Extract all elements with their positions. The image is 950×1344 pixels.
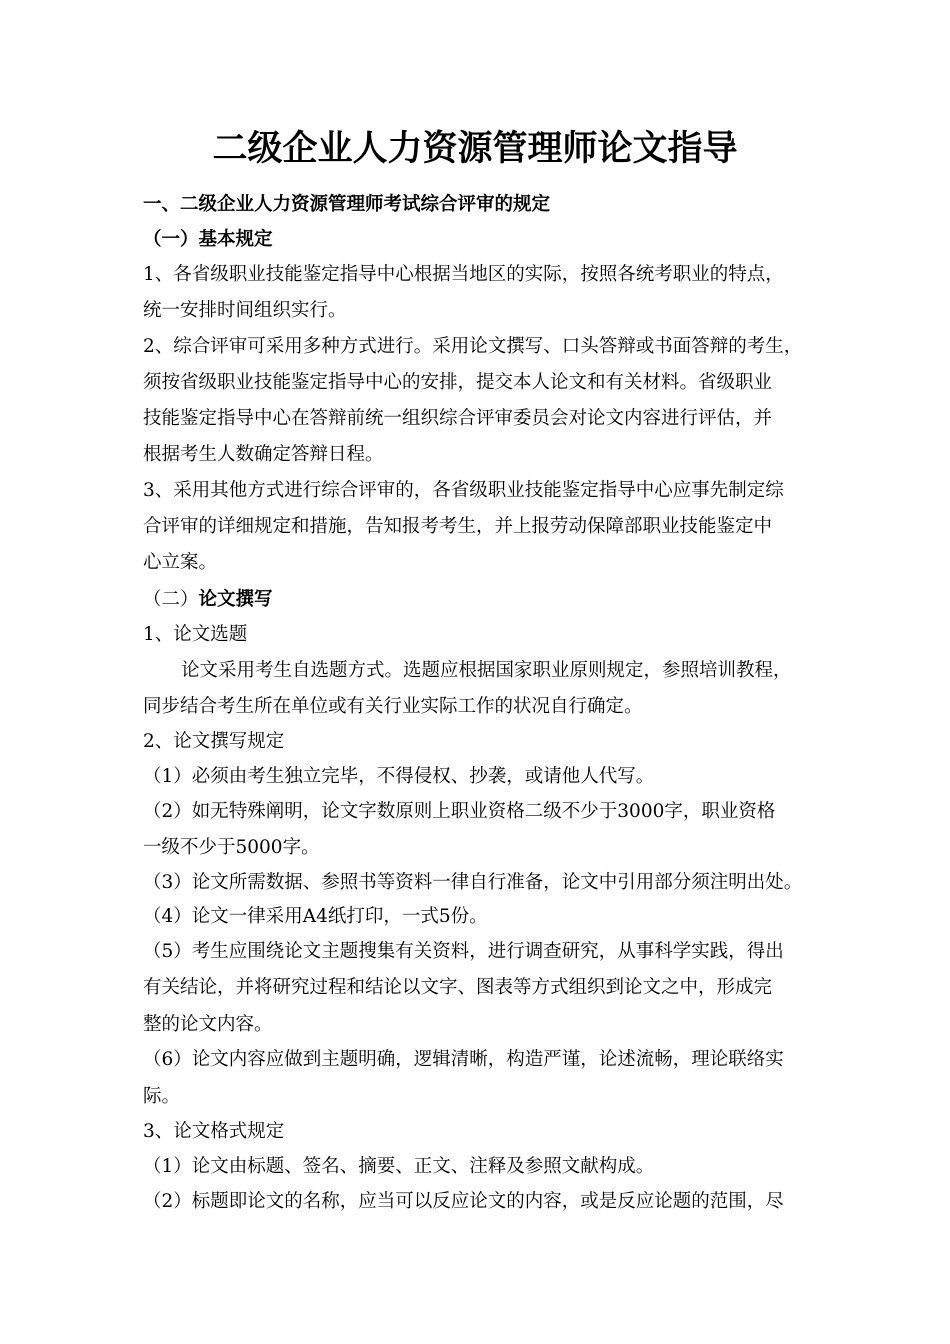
paragraph-line: 际。 <box>143 1086 181 1107</box>
subsection-title: 论文撰写 <box>198 589 273 610</box>
subsection-heading-basic-rules: （一）基本规定 <box>143 229 273 250</box>
paragraph-line: 同步结合考生所在单位或有关行业实际工作的状况自行确定。 <box>143 696 643 717</box>
paragraph-line: 有关结论，并将研究过程和结论以文字、图表等方式组织到论文之中，形成完 <box>143 977 773 998</box>
document-title: 二级企业人力资源管理师论文指导 <box>212 129 738 169</box>
paragraph-line: 技能鉴定指导中心在答辩前统一组织综合评审委员会对论文内容进行评估，并 <box>143 408 773 429</box>
paragraph-line: 论文采用考生自选题方式。选题应根据国家职业原则规定，参照培训教程， <box>181 660 792 681</box>
paragraph-line: （4）论文一律采用A4纸打印，一式5份。 <box>143 906 488 927</box>
paragraph-line: （3）论文所需数据、参照书等资料一律自行准备，论文中引用部分须注明出处。 <box>143 872 803 893</box>
section-heading-1: 一、二级企业人力资源管理师考试综合评审的规定 <box>143 194 551 215</box>
paragraph-line: 2、综合评审可采用多种方式进行。采用论文撰写、口头答辩或书面答辩的考生， <box>143 336 803 357</box>
paragraph-line: 心立案。 <box>143 552 218 573</box>
paragraph-line: （1）必须由考生独立完毕，不得侵权、抄袭，或请他人代写。 <box>143 766 655 787</box>
paragraph-line: 3、采用其他方式进行综合评审的，各省级职业技能鉴定指导中心应事先制定综 <box>143 480 784 501</box>
paragraph-line: （1）论文由标题、签名、摘要、正文、注释及参照文献构成。 <box>143 1156 655 1177</box>
paragraph-line: 须按省级职业技能鉴定指导中心的安排，提交本人论文和有关材料。省级职业 <box>143 372 773 393</box>
paragraph-line: （2）如无特殊阐明，论文字数原则上职业资格二级不少于3000字，职业资格 <box>143 801 776 822</box>
paragraph-line: 合评审的详细规定和措施，告知报考考生，并上报劳动保障部职业技能鉴定中 <box>143 516 773 537</box>
subsection-number: （二） <box>143 589 199 610</box>
paragraph-line: 1、论文选题 <box>143 624 248 645</box>
paragraph-line: （2）标题即论文的名称，应当可以反应论文的内容，或是反应论题的范围，尽 <box>143 1191 784 1212</box>
paragraph-line: 3、论文格式规定 <box>143 1121 285 1142</box>
paragraph-line: 2、论文撰写规定 <box>143 731 285 752</box>
paragraph-line: 1、各省级职业技能鉴定指导中心根据当地区的实际，按照各统考职业的特点， <box>143 264 784 285</box>
paragraph-line: （5）考生应围绕论文主题搜集有关资料，进行调查研究，从事科学实践，得出 <box>143 941 784 962</box>
paragraph-line: 整的论文内容。 <box>143 1014 273 1035</box>
subsection-heading-thesis-writing <box>143 588 273 612</box>
paragraph-line: （6）论文内容应做到主题明确，逻辑清晰，构造严谨，论述流畅，理论联络实 <box>143 1049 784 1070</box>
paragraph-line: 统一安排时间组织实行。 <box>143 300 347 321</box>
paragraph-line: 根据考生人数确定答辩日程。 <box>143 444 384 465</box>
paragraph-line: 一级不少于5000字。 <box>143 837 320 858</box>
